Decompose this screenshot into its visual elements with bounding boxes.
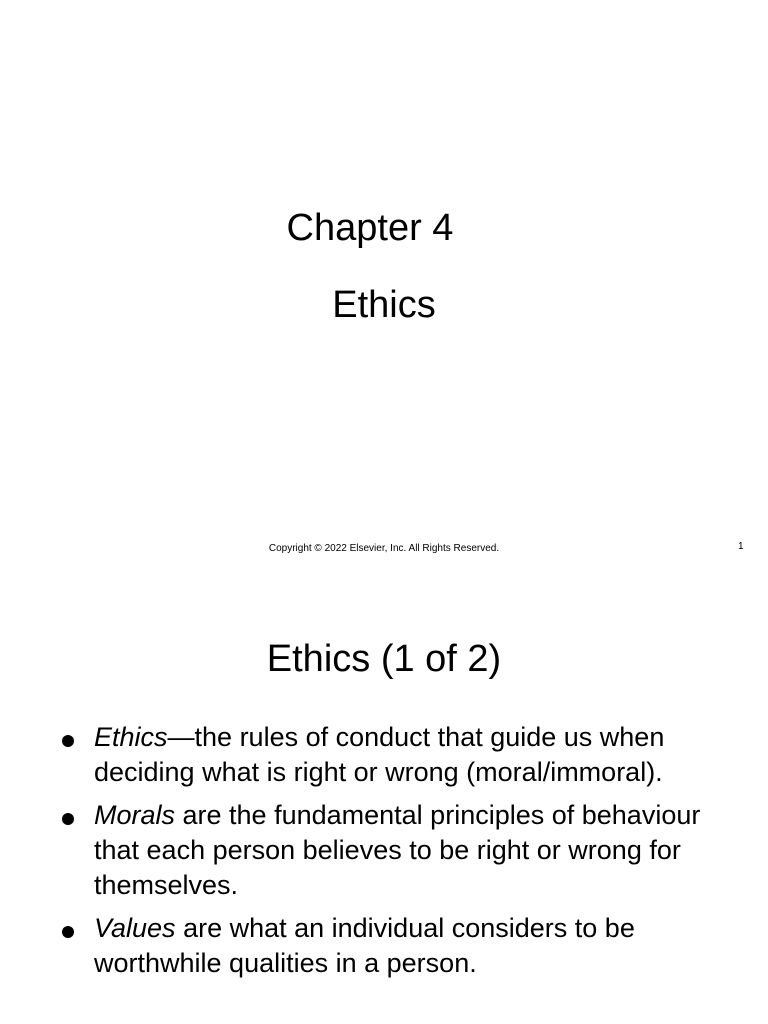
bullet-item-morals [60, 798, 750, 903]
bullet-item-values [60, 911, 750, 981]
bullet-text: are what an individual considers to be worthwhile qualities in a person. [94, 913, 635, 978]
bullet-item-ethics [60, 720, 750, 790]
bullet-dot-icon [62, 813, 74, 825]
chapter-subtitle: Ethics [332, 284, 436, 326]
bullet-dot-icon [62, 926, 74, 938]
bullet-term: Morals [94, 800, 176, 830]
page-number: 1 [738, 541, 744, 552]
copyright-notice: Copyright © 2022 Elsevier, Inc. All Rights Reserved. [268, 543, 500, 554]
bullet-term: Ethics [94, 722, 168, 752]
bullet-dot-icon [62, 735, 74, 747]
slide-title: Ethics (1 of 2) [266, 638, 502, 680]
bullet-text: —the rules of conduct that guide us when deciding what is right or wrong (moral/immoral). [94, 722, 665, 787]
bullet-list [60, 720, 750, 989]
content-slide [0, 574, 768, 1024]
chapter-title: Chapter 4 [286, 207, 454, 249]
bullet-term: Values [94, 913, 176, 943]
bullet-text: are the fundamental principles of behaviour that each person believes to be right or wrong for themselves. [94, 800, 701, 900]
